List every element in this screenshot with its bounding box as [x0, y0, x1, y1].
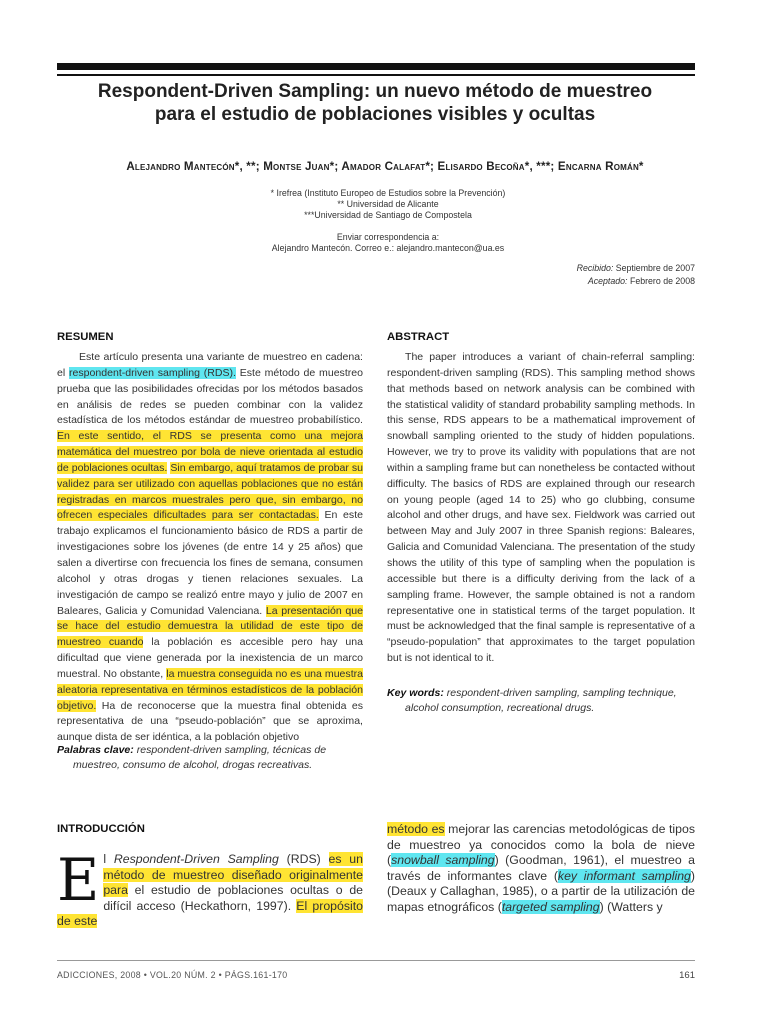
title-line-1: Respondent-Driven Sampling: un nuevo método de muestreo [97, 81, 653, 102]
highlight-metodo: es un método de muestreo diseñado originalmente para [103, 852, 363, 897]
drop-cap: E [57, 846, 100, 914]
resumen-heading: RESUMEN [57, 331, 114, 343]
affiliation-spacer [150, 221, 626, 232]
paper-title [40, 80, 710, 126]
received-date: Recibido: Septiembre de 2007 [576, 263, 695, 273]
author-list: Alejandro Mantecón*, **; Montse Juan*; Amador Calafat*; Elisardo Becoña*, ***; Encarna Román* [126, 160, 644, 173]
highlight-rds: respondent-driven sampling (RDS). [68, 366, 236, 379]
correspondence-label: Enviar correspondencia a: [336, 232, 440, 242]
resumen-body: Este artículo presenta una variante de muestreo en cadena: el respondent-driven sampling (RDS). Este método de muestreo prueba que las posibilidades ofrecidas por los métodos basados en análisis de redes se pueden combinar con la validez estadística de los métodos estándar de muestreo probabilístico. En este sentido, el RDS se presenta como una mejora matemática del muestreo por bola de nieve orientada al estudio de poblaciones ocultas. Sin embargo, aquí tratamos de probar su validez para ser utilizado con aquellas poblaciones que no están registradas en marcos muestrales pero que, sin embargo, no ofrecen especiales dificultades para ser contactadas. En este trabajo explicamos el funcionamiento básico de RDS a partir de investigaciones sobre los jóvenes (de entre 14 y 25 años) que salen a divertirse con frecuencia los fines de semana, consumen alcohol y otras drogas y tienen relaciones sexuales. La investigación de campo se realizó entre mayo y julio de 2007 en Baleares, Galicia y Comunidad Valenciana. La presentación que se hace del estudio demuestra la utilidad de este tipo de muestreo cuando la población es accesible pero hay una dificultad que viene generada por la inexistencia de un marco muestral. No obstante, la muestra conseguida no es una muestra aleatoria representativa en términos estadísticos de la población objetivo. Ha de reconocerse que la muestra final obtenida es representativa de una “pseudo-población” que se aproxima, aunque dista de ser idéntica, a la población objetivo [57, 351, 364, 744]
correspondence-contact: Alejandro Mantecón. Correo e.: alejandro.mantecon@ua.es [271, 243, 505, 253]
affiliations [150, 188, 626, 254]
top-thin-rule [57, 74, 695, 76]
abstract-body: The paper introduces a variant of chain-referral sampling: respondent-driven sampling (RDS). This sampling method shows that methods based on network analysis can be combined with the statistical validity of standard probability sampling methods. In this sense, RDS appears to be a mathematical improvement of snowball sampling oriented to the study of hidden populations. However, we try to prove its validity with populations that are not within a sampling frame but can nonetheless be contacted without difficulty. The basics of RDS are explained through our research on young people (aged 14 to 25) who go clubbing, consume alcohol and other drugs, and have sex. Fieldwork was carried out between May and July 2007 in three Spanish regions: Baleares, Galicia and Comunidad Valenciana. The presentation of the study shows the utility of this type of sampling when the population is accessible but there is a difficulty deriving from the lack of a sampling frame. However, the sample obtained is not a random representative one in statistical terms of the target population. It must be acknowledged that the final sample is representative of a “pseudo-population” that approximates to the target population but is not identical to it. [387, 351, 695, 665]
intro-right-column: método es mejorar las carencias metodológicas de tipos de muestreo ya conocidos como la bola de nieve (snowball sampling) (Goodman, 1961), el muestreo a través de informantes clave (key informant sampling) (Deaux y Callaghan, 1985), o a partir de la utilización de mapas etnográficos (targeted sampling) (Watters y [387, 822, 695, 914]
affiliation-irefrea: * Irefrea (Instituto Europeo de Estudios sobre la Prevención) [270, 188, 506, 198]
top-thick-rule [57, 63, 695, 70]
title-line-2: para el estudio de poblaciones visibles y ocultas [154, 104, 596, 125]
highlight-mejora: En este sentido, el RDS se presenta como una mejora matemática del muestreo por bola de nieve orientada al estudio de poblaciones ocultas. [57, 430, 363, 474]
page-number: 161 [679, 970, 695, 981]
highlight-muestra: la muestra conseguida no es una muestra aleatoria representativa en términos estadísticos de la población objetivo. [57, 667, 364, 712]
footer-rule [57, 960, 695, 961]
affiliation-santiago: ***Universidad de Santiago de Compostela [304, 210, 472, 220]
intro-left-column: El Respondent-Driven Sampling (RDS) es un método de muestreo diseñado originalmente para el estudio de poblaciones ocultas o de difícil acceso (Heckathorn, 1997). El propósito de este [57, 846, 363, 928]
abstract-heading: ABSTRACT [387, 331, 450, 343]
highlight-validez: Sin embargo, aquí tratamos de probar su validez para ser utilizado con aquellas poblaciones que no están registradas en marcos muestrales pero que, sin embargo, no ofrecen especiales dificultades para ser contactadas. [57, 461, 364, 522]
highlight-metodo-es: método es [387, 822, 445, 836]
highlight-key-informant: key informant sampling [557, 868, 691, 883]
highlight-snowball: snowball sampling [391, 853, 495, 867]
affiliation-alicante: ** Universidad de Alicante [337, 199, 439, 209]
submission-dates [395, 262, 695, 287]
journal-citation: ADICCIONES, 2008 • VOL.20 NÚM. 2 • PÁGS.161-170 [57, 970, 288, 980]
accepted-date: Aceptado: Febrero de 2008 [587, 275, 695, 286]
introduccion-heading: INTRODUCCIÓN [57, 823, 145, 835]
highlight-proposito: El propósito de este [57, 898, 363, 928]
highlight-presentacion: La presentación que se hace del estudio demuestra la utilidad de este tipo de muestreo cuando [57, 604, 363, 649]
palabras-clave: Palabras clave: respondent-driven sampling, técnicas de muestreo, consumo de alcohol, drogas recreativas. [57, 744, 327, 771]
highlight-targeted: targeted sampling [501, 899, 600, 914]
key-words: Key words: respondent-driven sampling, sampling technique, alcohol consumption, recreational drugs. [387, 687, 677, 714]
